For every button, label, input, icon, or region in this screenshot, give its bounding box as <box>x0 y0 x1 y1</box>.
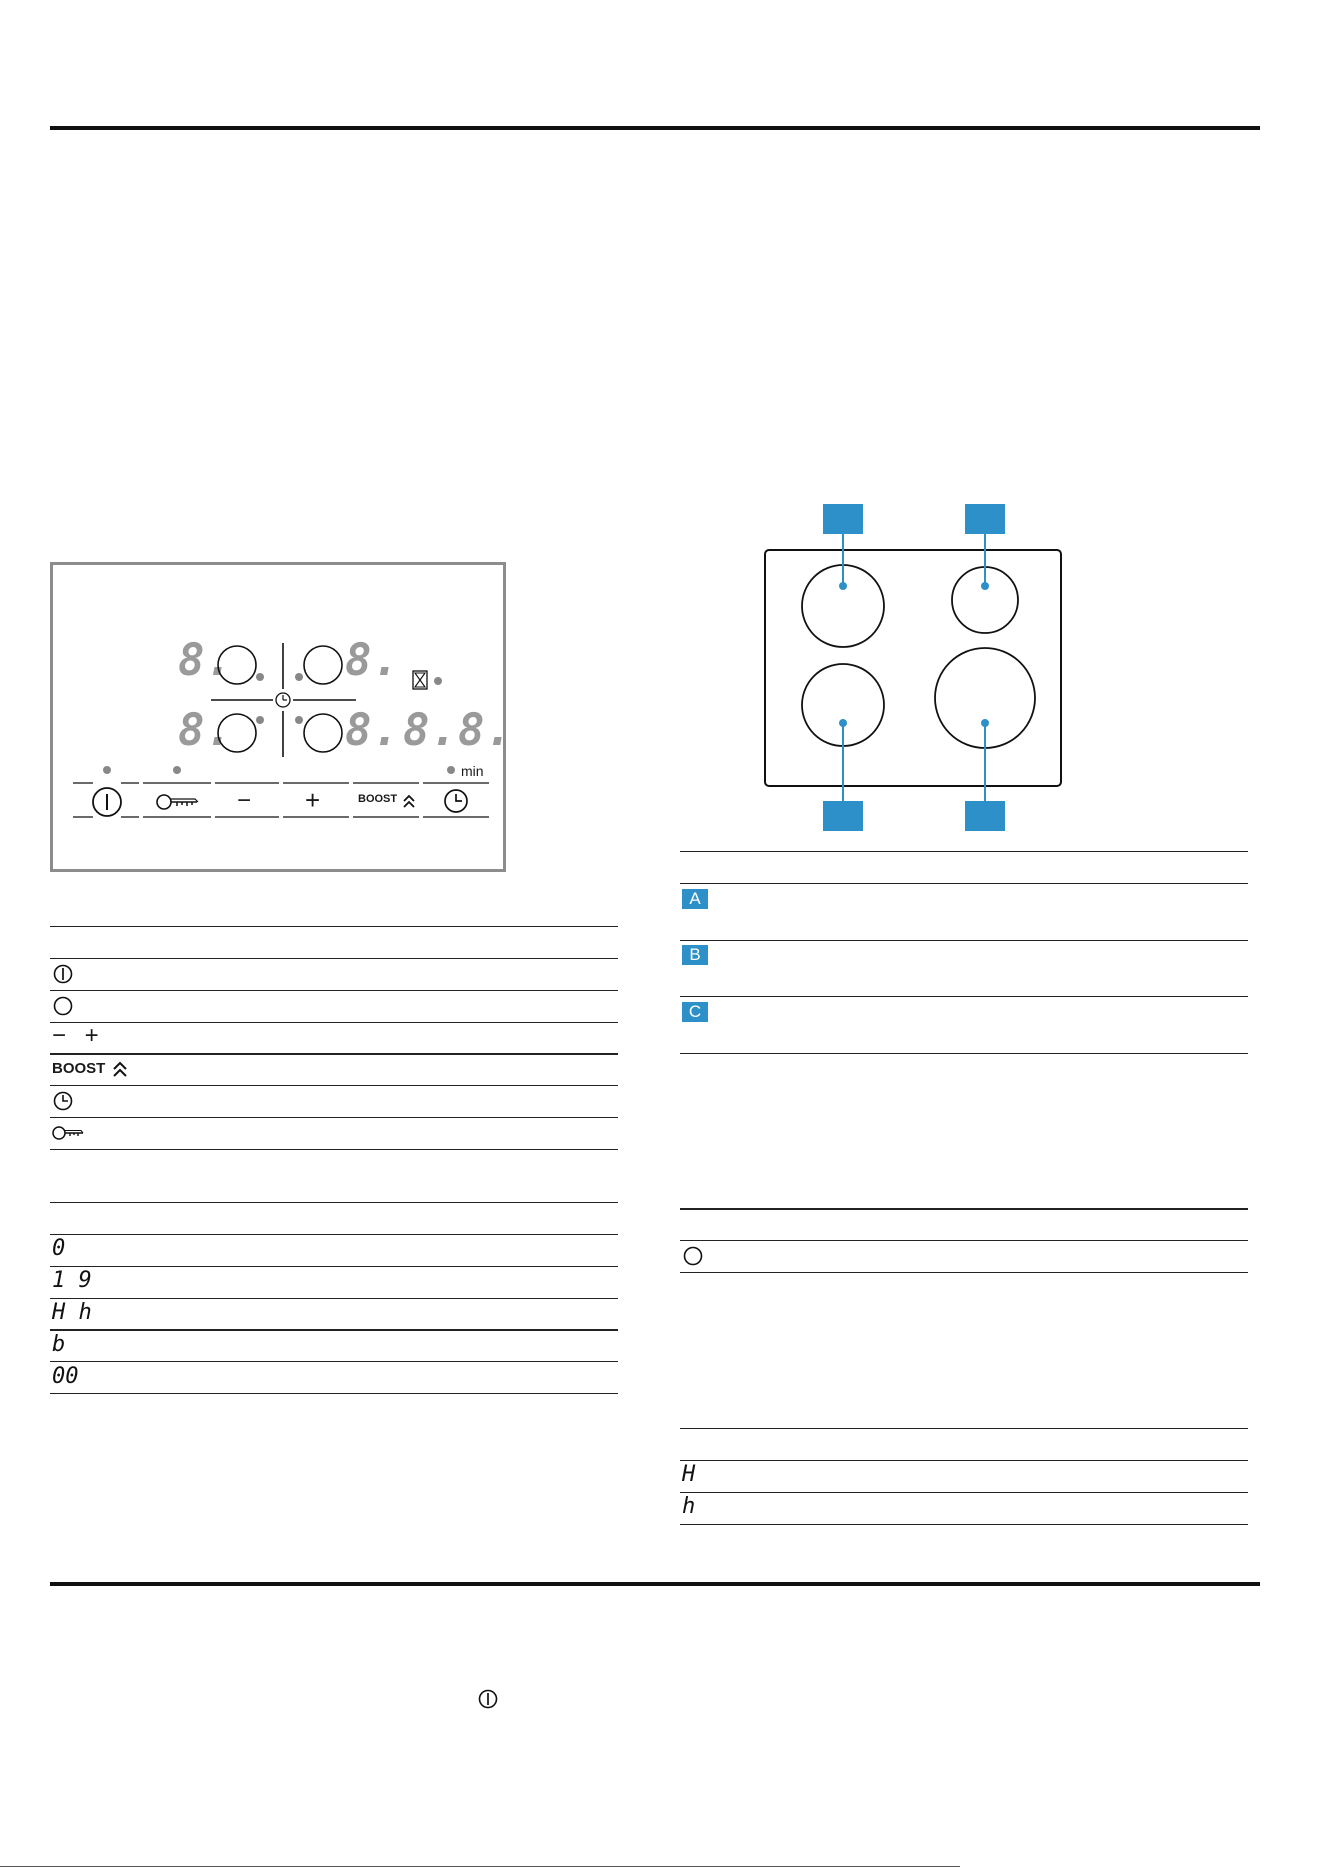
timer-button[interactable] <box>442 787 470 815</box>
right-table1-rule <box>680 940 1248 941</box>
display-zone-top-left: 8. <box>178 635 233 686</box>
control-panel <box>50 562 513 872</box>
table2-rule <box>50 1361 618 1362</box>
power-icon <box>52 963 74 985</box>
boost-button[interactable] <box>358 793 418 813</box>
key-lock-button[interactable] <box>155 791 201 813</box>
table1-rule <box>50 1117 618 1118</box>
right-table2-rule <box>680 1208 1248 1210</box>
boost-label: BOOST <box>358 793 398 805</box>
display-zone-bottom-right: 8. <box>345 705 400 756</box>
power-icon <box>477 1688 499 1710</box>
display-zone-top-right: 8. <box>345 635 400 686</box>
callout-badge-top-left <box>823 504 863 534</box>
callout-badge-top-right <box>965 504 1005 534</box>
label-b: B <box>682 945 708 965</box>
right-table3-rule <box>680 1492 1248 1493</box>
key-icon <box>52 1124 86 1142</box>
right-table1-rule <box>680 1053 1248 1054</box>
right-table1-rule <box>680 996 1248 997</box>
panel-graphics <box>53 565 503 869</box>
right-table3-rule <box>680 1460 1248 1461</box>
table2-rule <box>50 1393 618 1394</box>
display-value-residual-heat: H h <box>52 1300 92 1325</box>
display-value-zero: 0 <box>52 1236 66 1261</box>
minus-plus-icon: − + <box>52 1022 105 1049</box>
display-timer: 8.8. <box>403 705 513 756</box>
label-a: A <box>682 889 708 909</box>
table2-rule <box>50 1234 618 1235</box>
hob-diagram <box>760 500 1080 840</box>
table2-rule <box>50 1266 618 1267</box>
table1-rule <box>50 1149 618 1150</box>
table2-rule <box>50 1298 618 1299</box>
top-rule <box>50 126 1260 130</box>
table1-rule <box>50 1053 618 1055</box>
table1-rule <box>50 1085 618 1086</box>
table2-rule <box>50 1202 618 1203</box>
double-chevron-up-icon <box>112 1060 128 1078</box>
minus-button[interactable]: − <box>237 787 252 814</box>
display-value-boost: b <box>52 1332 66 1357</box>
table1-rule <box>50 990 618 991</box>
power-button[interactable] <box>90 785 124 819</box>
table2-rule <box>50 1329 618 1331</box>
circle-icon <box>682 1245 704 1267</box>
right-table3-rule <box>680 1428 1248 1429</box>
callout-badge-bottom-right <box>965 801 1005 831</box>
right-table1-rule <box>680 883 1248 884</box>
table1-rule <box>50 926 618 927</box>
section-rule <box>50 1582 1260 1586</box>
boost-row <box>52 1060 142 1080</box>
right-table2-rule <box>680 1240 1248 1241</box>
circle-icon <box>52 995 74 1017</box>
double-chevron-up-icon <box>402 793 416 809</box>
display-zone-bottom-left: 8. <box>178 705 233 756</box>
display-value-range: 1 9 <box>52 1268 92 1293</box>
table1-rule <box>50 958 618 959</box>
right-table2-rule <box>680 1272 1248 1273</box>
label-c: C <box>682 1002 708 1022</box>
footer-rule <box>0 1866 960 1867</box>
plus-button[interactable]: + <box>305 785 321 815</box>
display-value-h-upper: H <box>682 1462 696 1487</box>
min-label: min <box>461 763 484 779</box>
right-table3-rule <box>680 1524 1248 1525</box>
table1-rule <box>50 1022 618 1023</box>
clock-icon <box>52 1090 74 1112</box>
display-value-timer: 00 <box>52 1364 79 1389</box>
boost-text: BOOST <box>52 1060 106 1077</box>
right-table1-rule <box>680 851 1248 852</box>
callout-badge-bottom-left <box>823 801 863 831</box>
display-value-h-lower: h <box>682 1494 696 1519</box>
